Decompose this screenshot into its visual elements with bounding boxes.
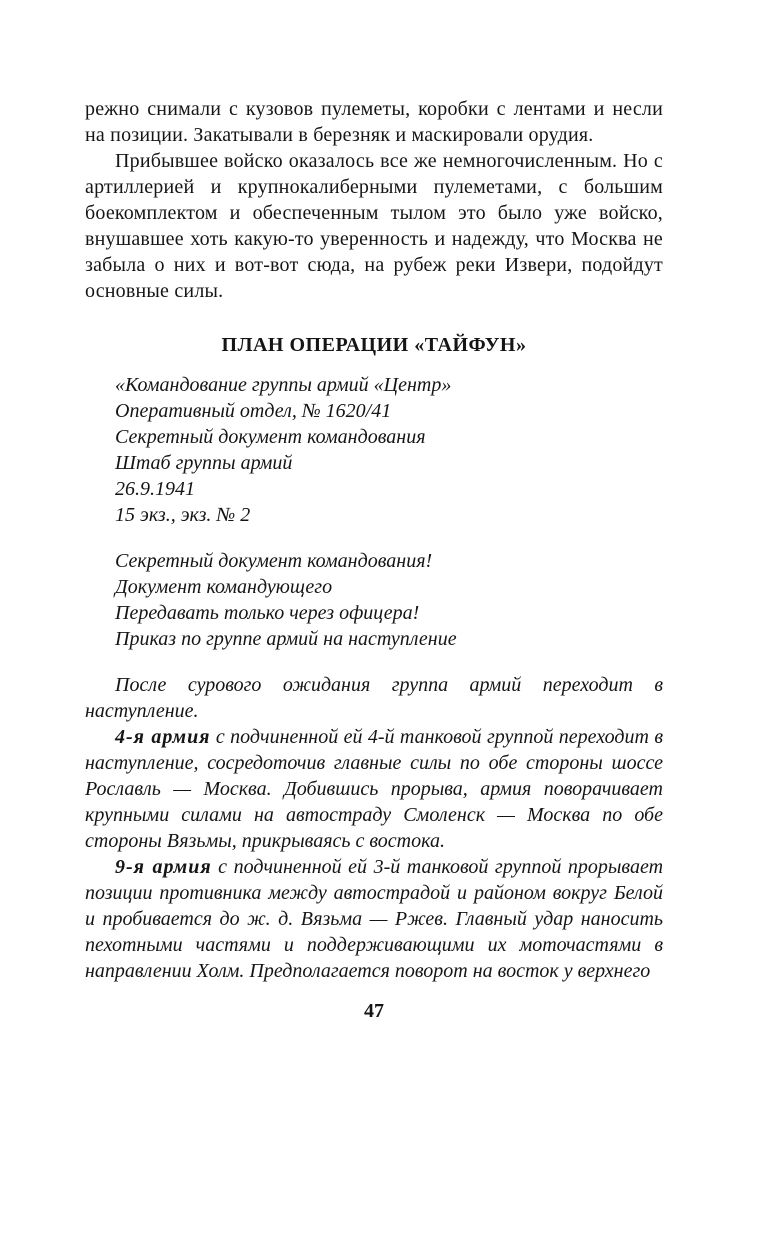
document-header-line: «Командование группы армий «Центр» bbox=[115, 374, 452, 396]
paragraph-text: с подчиненной ей 3-й танковой группой прорывает позиции противника между автострадой и районом вокруг Белой и пробивается до ж. д. Вязьма — Ржев. Главный удар наносить пехотными частями и поддерживающими их моточастями в направлении Холм. Предполагается поворот на восток у верхнего bbox=[85, 856, 664, 982]
paragraph-text: После сурового ожидания группа армий переходит в наступление. bbox=[85, 674, 663, 722]
paragraph-text: с подчиненной ей 4-й танковой группой переходит в наступление, сосредоточив главные силы по обе стороны шоссе Рославль — Москва. Добившись прорыва, армия поворачивает крупными силами на автостраду Смоленск — Москва по обе стороны Вязьмы, прикрываясь с востока. bbox=[85, 726, 664, 852]
document-header-line: Оперативный отдел, № 1620/41 bbox=[115, 400, 392, 422]
document-header-line: Штаб группы армий bbox=[115, 452, 293, 474]
document-header-line: 15 экз., экз. № 2 bbox=[115, 504, 251, 526]
paragraph: Прибывшее войско оказалось все же немногочисленным. Но с артиллерией и крупнокалиберными пулеметами, с большим боекомплектом и обеспеченным тылом это было уже войско, внушавшее хоть какую-то уверенность и надежду, что Москва не забыла о них и вот-вот сюда, на рубеж реки Извери, подойдут основные силы. bbox=[85, 150, 663, 302]
document-header-block bbox=[85, 372, 663, 528]
document-paragraph bbox=[85, 672, 663, 724]
page-content bbox=[85, 96, 663, 1024]
document-notice-line: Приказ по группе армий на наступление bbox=[115, 628, 457, 650]
document-header-line: 26.9.1941 bbox=[115, 478, 195, 500]
page-number: 47 bbox=[364, 1000, 384, 1022]
document-paragraph bbox=[85, 854, 663, 984]
document-notice-line: Передавать только через офицера! bbox=[115, 602, 420, 624]
army-9-label: 9-я армия bbox=[115, 856, 212, 878]
paragraph-continuation: режно снимали с кузовов пулеметы, коробки с лентами и несли на позиции. Закатывали в березняк и маскировали орудия. bbox=[85, 98, 663, 146]
army-4-label: 4-я армия bbox=[115, 726, 211, 748]
section-heading: ПЛАН ОПЕРАЦИИ «ТАЙФУН» bbox=[221, 334, 527, 356]
document-body bbox=[85, 672, 663, 984]
document-notice-block bbox=[85, 548, 663, 652]
document-notice-line: Документ командующего bbox=[115, 576, 333, 598]
document-paragraph bbox=[85, 724, 663, 854]
document-notice-line: Секретный документ командования! bbox=[115, 550, 433, 572]
document-header-line: Секретный документ командования bbox=[115, 426, 426, 448]
